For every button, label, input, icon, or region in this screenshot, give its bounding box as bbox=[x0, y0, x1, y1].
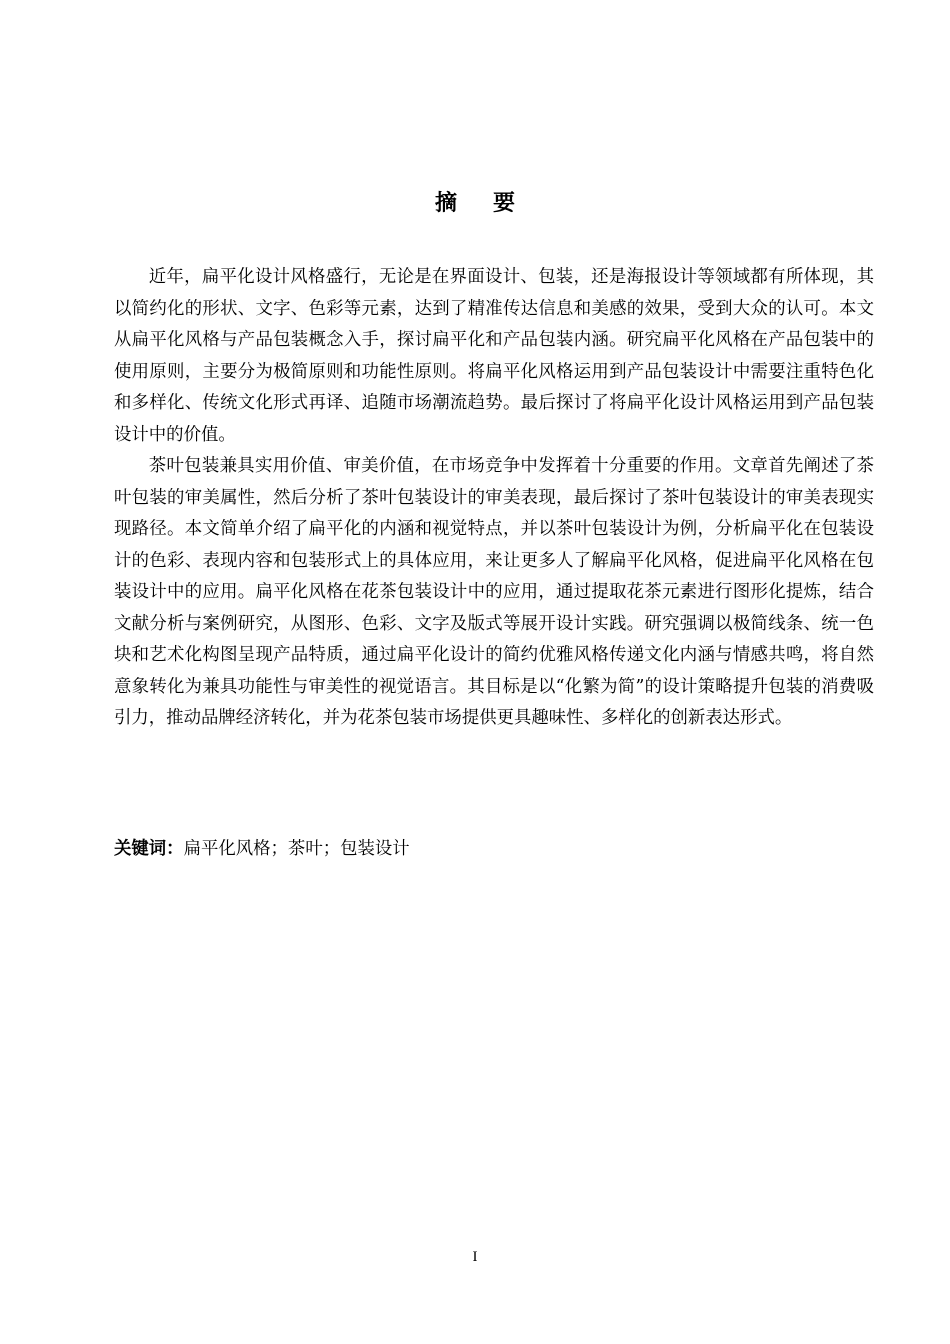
page-number: I bbox=[472, 1249, 478, 1265]
keywords-label: 关键词： bbox=[114, 839, 184, 859]
abstract-title bbox=[0, 186, 950, 222]
title-char-1: 摘 bbox=[434, 191, 457, 216]
abstract-paragraph-1: 近年，扁平化设计风格盛行，无论是在界面设计、包装，还是海报设计等领域都有所体现，其以简约化的形状、文字、色彩等元素，达到了精准传达信息和美感的效果，受到大众的认可。本文从扁平化风格与产品包装概念入手，探讨扁平化和产品包装内涵。研究扁平化风格在产品包装中的使用原则，主要分为极简原则和功能性原则。将扁平化风格运用到产品包装设计中需要注重特色化和多样化、传统文化形式再译、追随市场潮流趋势。最后探讨了将扁平化设计风格运用到产品包装设计中的价值。 bbox=[114, 267, 874, 445]
abstract-paragraph-2: 茶叶包装兼具实用价值、审美价值，在市场竞争中发挥着十分重要的作用。文章首先阐述了茶叶包装的审美属性，然后分析了茶叶包装设计的审美表现，最后探讨了茶叶包装设计的审美表现实现路径。本文简单介绍了扁平化的内涵和视觉特点，并以茶叶包装设计为例，分析扁平化在包装设计的色彩、表现内容和包装形式上的具体应用，来让更多人了解扁平化风格，促进扁平化风格在包装设计中的应用。扁平化风格在花茶包装设计中的应用，通过提取花茶元素进行图形化提炼，结合文献分析与案例研究，从图形、色彩、文字及版式等展开设计实践。研究强调以极简线条、统一色块和艺术化构图呈现产品特质，通过扁平化设计的简约优雅风格传递文化内涵与情感共鸣，将自然意象转化为兼具功能性与审美性的视觉语言。其目标是以“化繁为简”的设计策略提升包装的消费吸引力，推动品牌经济转化，并为花茶包装市场提供更具趣味性、多样化的创新表达形式。 bbox=[114, 456, 874, 728]
title-char-2: 要 bbox=[493, 191, 516, 216]
abstract-body bbox=[114, 262, 874, 735]
keywords-value: 扁平化风格；茶叶；包装设计 bbox=[183, 839, 410, 859]
keywords-line bbox=[114, 834, 874, 866]
